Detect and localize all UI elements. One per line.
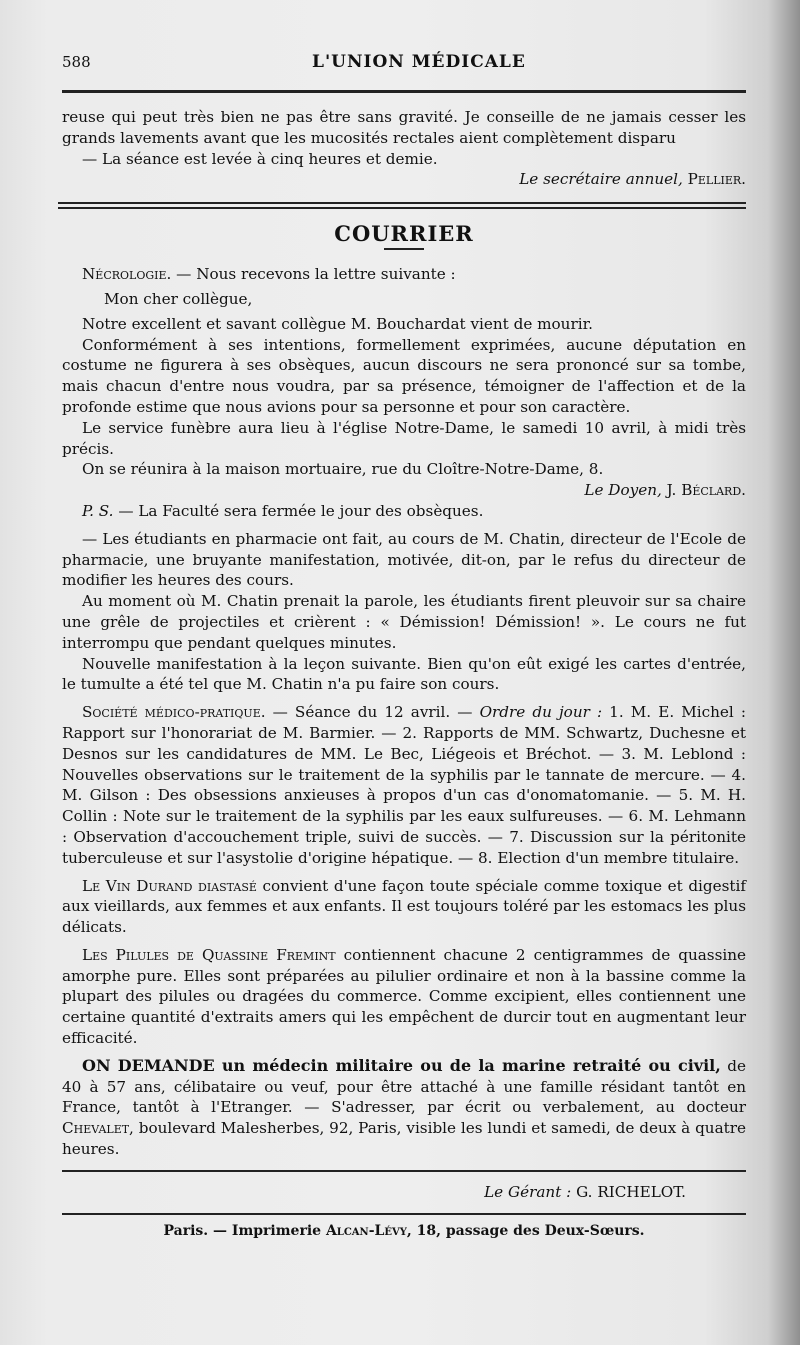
demande-paragraph	[62, 1056, 746, 1160]
section-title-underline	[384, 248, 424, 250]
necrologie-paragraph-2: Conformément à ses intentions, formellement exprimées, aucune députation en costume ne figurera à ses obsèques, aucun discours ne sera prononcé sur sa tombe, mais chacun d'entre nous voudra, par sa présence, témoigner de l'affection et de la profonde estime que nous avions pour sa personne et pour son caractère.	[62, 335, 746, 416]
pilules-label: Les Pilules de Quassine Fremint	[82, 945, 336, 964]
imprint-text-a: Paris. — Imprimerie	[163, 1222, 326, 1239]
demande-doctor: Chevalet,	[62, 1119, 134, 1138]
necrologie-paragraph-3: Le service funèbre aura lieu à l'église Notre-Dame, le samedi 10 avril, à midi très précis.	[62, 418, 746, 458]
necrologie-salutation: Mon cher collègue,	[104, 289, 253, 308]
demande-text-b: boulevard Malesherbes, 92, Paris, visible les lundi et samedi, de deux à quatre heures.	[62, 1119, 746, 1159]
necrologie-paragraph-1: Notre excellent et savant collègue M. Bouchardat vient de mourir.	[82, 314, 593, 333]
students-paragraph-1: — Les étudiants en pharmacie ont fait, au cours de M. Chatin, directeur de l'Ecole de pharmacie, une bruyante manifestation, motivée, dit-on, par le refus du directeur de modifier les heures des cours.	[62, 529, 746, 590]
intro-paragraph-2: — La séance est levée à cinq heures et demie.	[82, 149, 438, 168]
necrologie-signature	[62, 480, 746, 501]
necrologie-intro-text: — Nous recevons la lettre suivante :	[171, 265, 456, 284]
journal-title: L'UNION MÉDICALE	[312, 52, 526, 72]
postscript-text: — La Faculté sera fermée le jour des obsèques.	[113, 501, 484, 520]
intro-paragraph-1: reuse qui peut très bien ne pas être sans gravité. Je conseille de ne jamais cesser les grands lavements avant que les mucosités rectales aient complètement disparu	[62, 108, 746, 147]
societe-text-a: — Séance du 12 avril. —	[265, 703, 480, 722]
students-paragraph-2: Au moment où M. Chatin prenait la parole, les étudiants firent pleuvoir sur sa chaire une grêle de projectiles et crièrent : « Démission! Démission! ». Le cours ne fut interrompu que pendant quelques minutes.	[62, 592, 746, 652]
footer-rule-top	[62, 1170, 746, 1172]
vin-durand-paragraph	[62, 876, 746, 938]
necrologie-label: Nécrologie.	[82, 265, 172, 284]
imprint-printer: Alcan-Lévy,	[325, 1222, 412, 1239]
necrologie-postscript	[62, 501, 746, 522]
societe-text-b: 1. M. E. Michel : Rapport sur l'honorariat de M. Barmier. — 2. Rapports de MM. Schwartz, Duchesne et Desnos sur les candidatures de MM. Le Bec, Liégeois et Bréchot. — 3. M. Leblond : Nouvelles observations sur le traitement de la syphilis par le tannate de mercure. — 4. M. Gilson : Des obsessions anxieuses à propos d'un cas d'onomatomanie. — 5. M. H. Collin : Note sur le traitement de la syphilis par les eaux sulfureuses. — 6. M. Lehmann : Observation d'accouchement triple, suivi de succès. — 7. Discussion sur la péritonite tuberculeuse et sur l'asystolie d'origine hépatique. — 8. Election d'un membre titulaire.	[62, 703, 746, 867]
intro-signature	[62, 169, 746, 190]
postscript-label: P. S.	[82, 501, 114, 520]
section-double-rule	[58, 202, 746, 209]
page-number: 588	[62, 53, 91, 71]
demande-text-a: de 40 à 57 ans, célibataire ou veuf, pour être attaché à une famille résidant tantôt en France, tantôt à l'Etranger. — S'adresser, par écrit ou verbalement, au docteur	[62, 1056, 746, 1117]
intro-signature-label: Le secrétaire annuel,	[519, 170, 683, 189]
societe-order-label: Ordre du jour :	[479, 703, 603, 722]
footer-rule-bottom	[62, 1213, 746, 1215]
students-paragraph-3: Nouvelle manifestation à la leçon suivante. Bien qu'on eût exigé les cartes d'entrée, le tumulte a été tel que M. Chatin n'a pu faire son cours.	[62, 654, 746, 694]
necrologie-paragraph-4: On se réunira à la maison mortuaire, rue du Cloître-Notre-Dame, 8.	[82, 460, 604, 479]
text-column	[62, 52, 746, 1239]
necrologie-signature-name: J. Béclard.	[666, 481, 746, 500]
gerant-name: G. RICHELOT.	[576, 1182, 686, 1201]
header-rule	[62, 90, 746, 93]
pilules-text: contiennent chacune 2 centigrammes de quassine amorphe pure. Elles sont préparées au pilulier ordinaire et non à la bassine comme la plupart des pilules ou dragées du commerce. Comme excipient, elles contiennent une certaine quantité d'extraits amers qui les empêchent de durcir tout en augmentant leur efficacité.	[62, 945, 747, 1048]
page-header	[62, 52, 746, 90]
vin-durand-label: Le Vin Durand diastasé	[82, 876, 257, 895]
vin-durand-text: convient d'une façon toute spéciale comme toxique et digestif aux vieillards, aux femmes et aux enfants. Il est toujours toléré par les estomacs les plus délicats.	[62, 876, 746, 937]
necrologie-intro	[62, 264, 746, 285]
pilules-paragraph	[62, 945, 746, 1049]
imprint-line	[62, 1223, 746, 1239]
demande-lead: ON DEMANDE un médecin militaire ou de la marine retraité ou civil,	[82, 1055, 721, 1075]
societe-label: Société médico-pratique.	[82, 703, 266, 722]
imprint-text-b: 18, passage des Deux-Sœurs.	[411, 1222, 645, 1239]
societe-paragraph	[62, 702, 746, 868]
intro-signature-name: Pellier.	[687, 170, 746, 189]
gerant-label: Le Gérant :	[484, 1182, 572, 1201]
gerant-line	[62, 1182, 746, 1203]
necrologie-signature-label: Le Doyen,	[584, 481, 662, 500]
section-title: COURRIER	[334, 221, 474, 247]
